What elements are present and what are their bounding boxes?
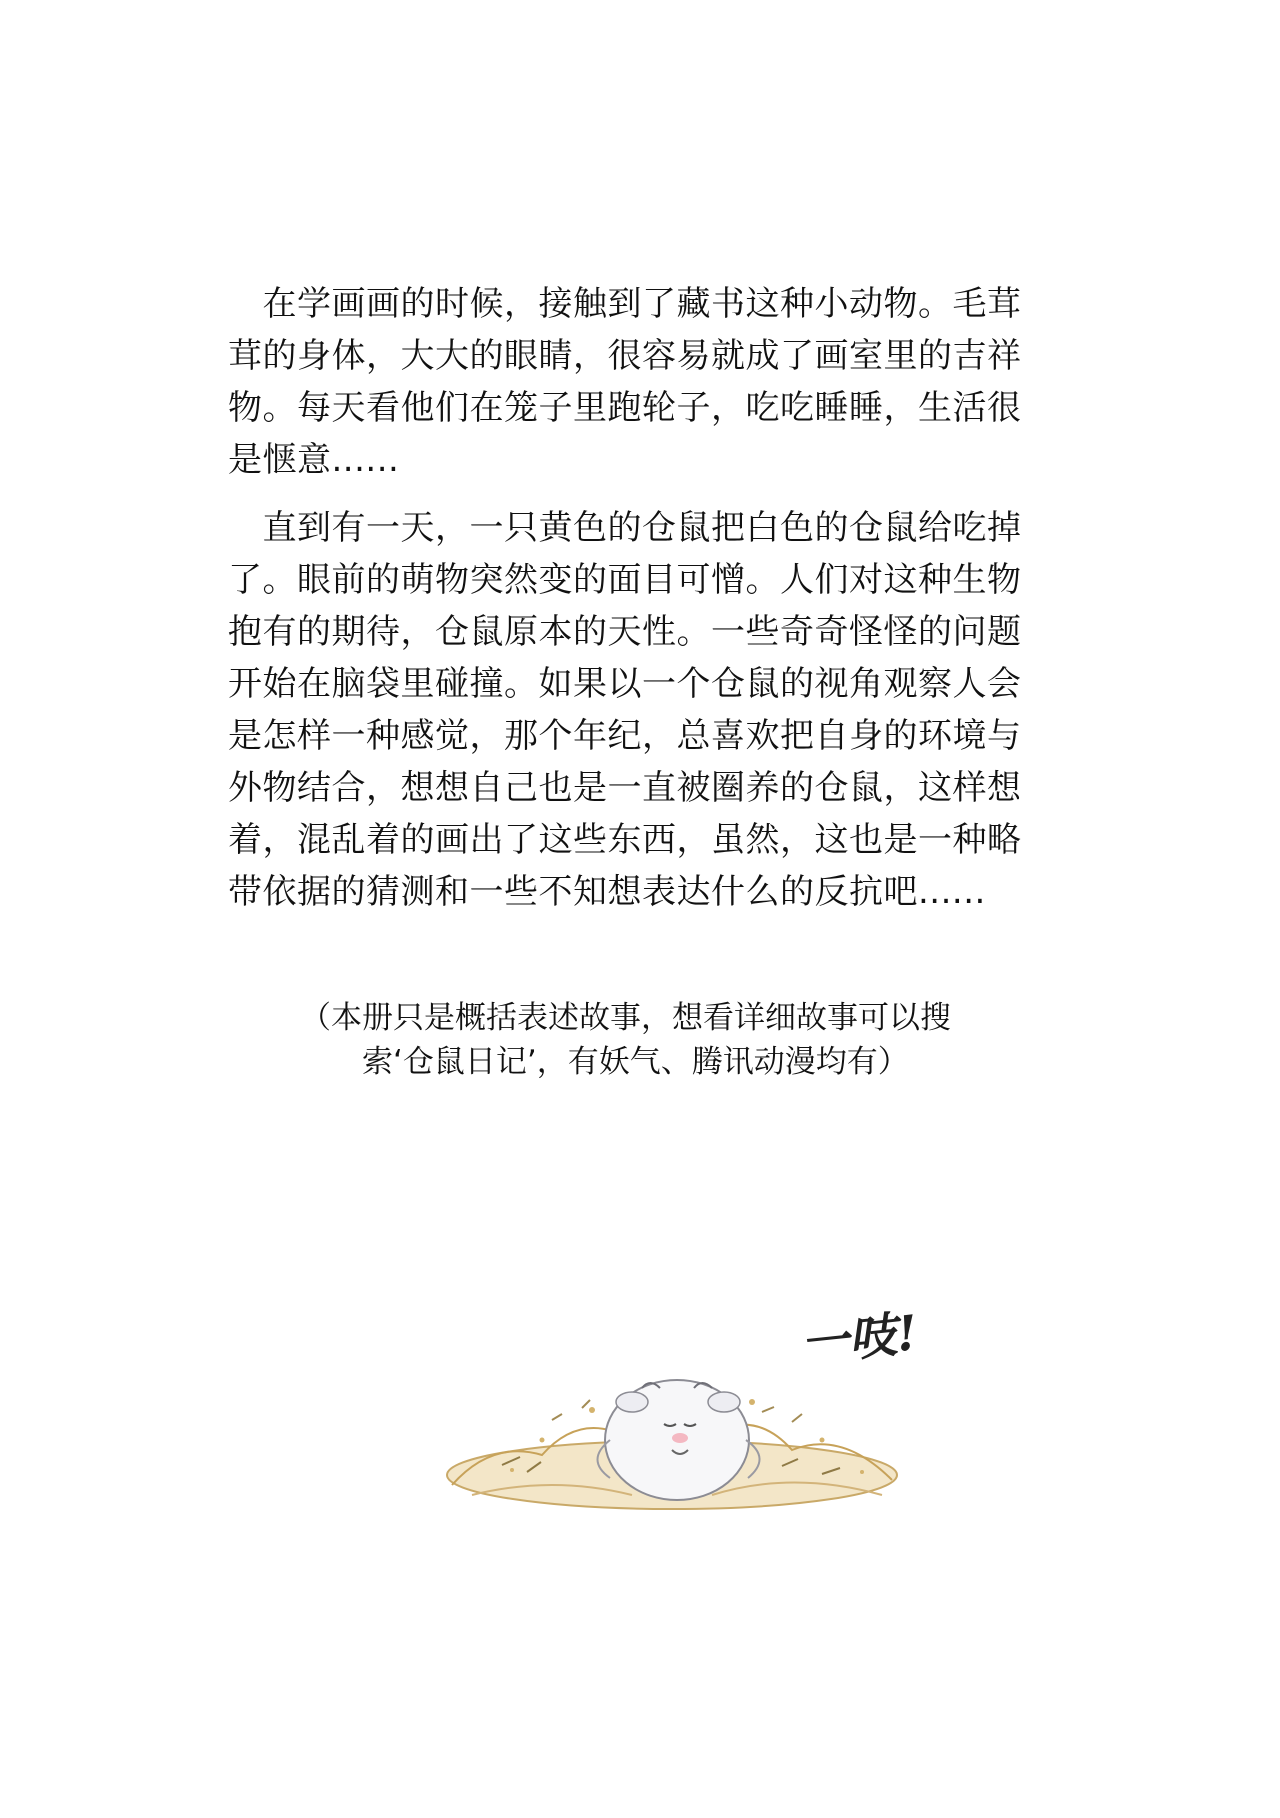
reference-note: （本册只是概括表述故事，想看详细故事可以搜 索‘仓鼠日记’，有妖气、腾讯动漫均有） — [300, 1000, 951, 1080]
story-paragraph: 直到有一天，一只黄色的仓鼠把白色的仓鼠给吃掉 了。眼前的萌物突然变的面目可憎。人们对这种生物 抱有的期待，仓鼠原本的天性。一些奇奇怪怪的问题 开始在脑袋里碰撞。如果以一个仓鼠的视角观察人会 是怎样一种感觉，那个年纪，总喜欢把自身的环境与 外物结合，想想自己也是一直被圈养的仓鼠，这样想 着，混乱着的画出了这些东西，虽然，这也是一种略 带依据的猜测和一些不知想表达什么的反抗吧...... — [228, 508, 1022, 912]
sound-effect-text: 一吱! — [797, 1305, 921, 1373]
intro-paragraph: 在学画画的时候，接触到了藏书这种小动物。毛茸 茸的身体，大大的眼睛，很容易就成了画室里的吉祥 物。每天看他们在笼子里跑轮子，吃吃睡睡，生活很 是惬意...... — [228, 284, 1022, 480]
